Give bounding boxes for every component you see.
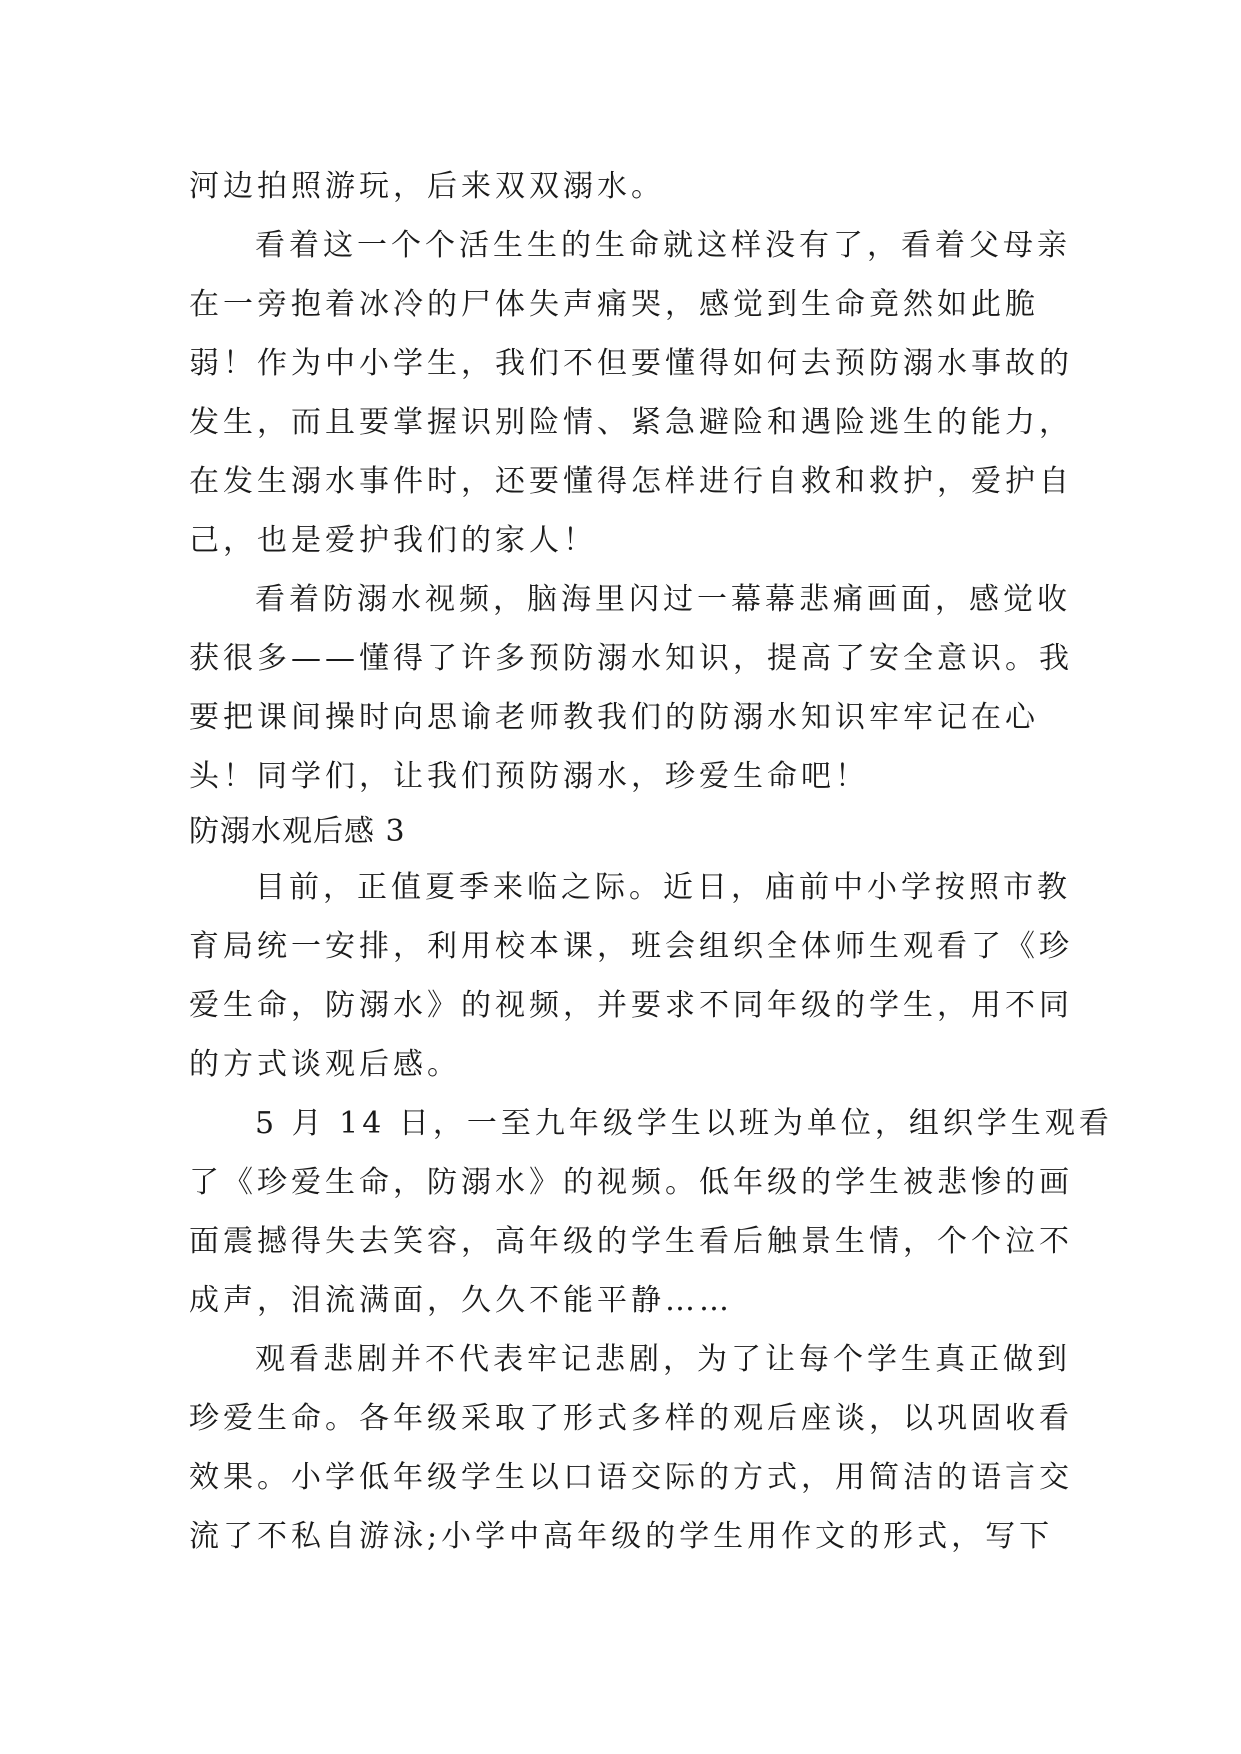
text-line: 爱生命，防溺水》的视频，并要求不同年级的学生，用不同 <box>189 988 1073 1023</box>
section-heading: 防溺水观后感 3 <box>189 814 406 849</box>
text-line: 要把课间操时向思谕老师教我们的防溺水知识牢牢记在心 <box>189 700 1039 735</box>
paragraph-start-line: 5 月 14 日，一至九年级学生以班为单位，组织学生观看 <box>255 1106 1113 1141</box>
document-body <box>189 157 1113 1566</box>
text-line: 的方式谈观后感。 <box>189 1047 461 1082</box>
text-line: 面震撼得失去笑容，高年级的学生看后触景生情，个个泣不 <box>189 1224 1073 1259</box>
text-line: 育局统一安排，利用校本课，班会组织全体师生观看了《珍 <box>189 929 1073 964</box>
text-line: 了《珍爱生命，防溺水》的视频。低年级的学生被悲惨的画 <box>189 1165 1073 1200</box>
text-line: 己，也是爱护我们的家人！ <box>189 523 597 558</box>
text-line: 发生，而且要掌握识别险情、紧急避险和遇险逃生的能力， <box>189 405 1073 440</box>
text-line: 效果。小学低年级学生以口语交际的方式，用简洁的语言交 <box>189 1460 1073 1495</box>
paragraph-start-line: 看着这一个个活生生的生命就这样没有了，看着父母亲 <box>255 228 1071 263</box>
text-line: 获很多——懂得了许多预防溺水知识，提高了安全意识。我 <box>189 641 1073 676</box>
paragraph-start-line: 看着防溺水视频，脑海里闪过一幕幕悲痛画面，感觉收 <box>255 582 1071 617</box>
text-line: 流了不私自游泳;小学中高年级的学生用作文的形式，写下 <box>189 1519 1054 1554</box>
text-line: 成声，泪流满面，久久不能平静…… <box>189 1283 733 1318</box>
paragraph-start-line: 观看悲剧并不代表牢记悲剧，为了让每个学生真正做到 <box>255 1342 1071 1377</box>
text-line: 头！同学们，让我们预防溺水，珍爱生命吧！ <box>189 759 869 794</box>
text-line: 河边拍照游玩，后来双双溺水。 <box>189 169 665 204</box>
paragraph-start-line: 目前，正值夏季来临之际。近日，庙前中小学按照市教 <box>255 870 1071 905</box>
text-line: 珍爱生命。各年级采取了形式多样的观后座谈，以巩固收看 <box>189 1401 1073 1436</box>
text-line: 弱！作为中小学生，我们不但要懂得如何去预防溺水事故的 <box>189 346 1073 381</box>
text-line: 在一旁抱着冰冷的尸体失声痛哭，感觉到生命竟然如此脆 <box>189 287 1039 322</box>
text-line: 在发生溺水事件时，还要懂得怎样进行自救和救护，爱护自 <box>189 464 1073 499</box>
